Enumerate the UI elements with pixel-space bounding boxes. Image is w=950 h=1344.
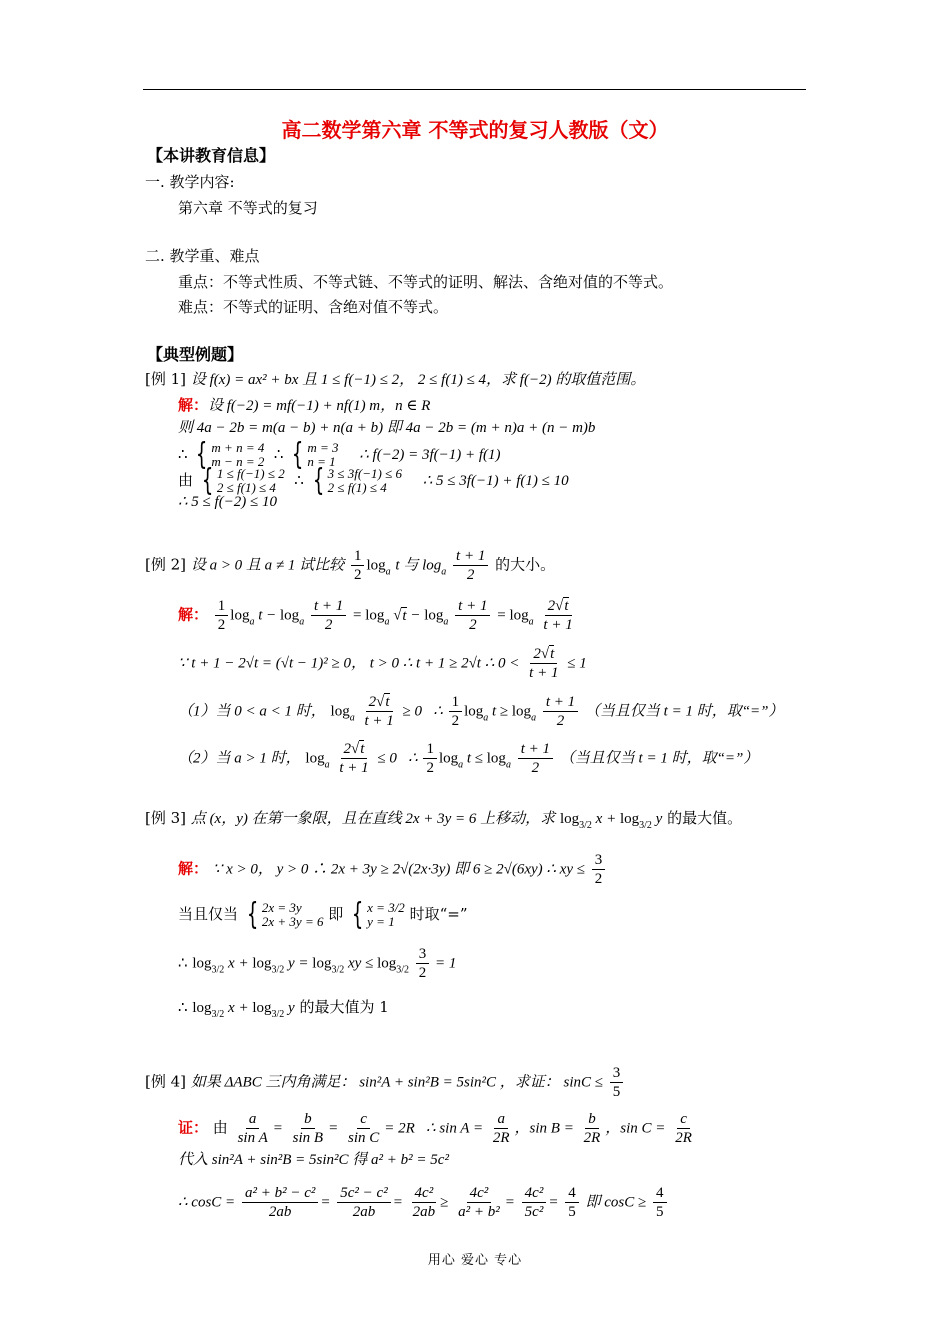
ex4-line3: ∴ cosC = $\frac{\text{a² + b² − c²}}{2ab}$ = $\frac{\text{5c² − c²}}{2ab}$ = $\frac{\text{4c²}}{2ab}$ ≥ $\frac{\text{4c²}}{\text{a² + b²}}$ = $\frac{\text{4c²}}{\text{5c²}}$ = $\frac{4}{5}$ 即 cosC ≥ $\frac{4}{5}$ [178,1184,669,1221]
examples-header: 【典型例题】 [147,345,244,364]
ex3-problem: [例 3] 点 (x，y) 在第一象限，且在直线 2x + 3y = 6 上移动，求 $\log_{3/2} x + \log_{3/2} y$ 的最大值。 [145,809,743,831]
sec2-heading: 二. 教学重、难点 [145,247,260,265]
ex1-label: [例 1] [145,370,187,388]
ex3-line2: 当且仅当 { 2x = 3y 2x + 3y = 6 即 { x = 3/2 y = 1 时取“=” [178,897,468,932]
ex1-line1 [178,395,430,416]
ex1-range-system: { 1 ≤ f(−1) ≤ 2 2 ≤ f(1) ≤ 4 [201,463,285,498]
sec1-body: 第六章 不等式的复习 [178,199,318,217]
ex3-solution-label: 解： [178,859,209,878]
ex2-solution-label: 解： [178,605,209,624]
ex2-line2-text: ∵ t + 1 − 2√t = (√t − 1)² ≥ 0， t > 0 ∴ t + 1 ≥ 2√t ∴ 0 < [178,655,520,672]
key-points: 重点：不等式性质、不等式链、不等式的证明、解法、含绝对值的不等式。 [178,273,674,291]
ex3-equality-system: { 2x = 3y 2x + 3y = 6 [246,897,324,932]
ex2-problem: [例 2] 设 a > 0 且 a ≠ 1 试比较 $\frac{1}{2}$ $\log_a t$ 与 $\log_a$ $\frac{t + 1}{2}$ 的大小。 [145,548,556,583]
ex4-line2: 代入 sin²A + sin²B = 5sin²C 得 a² + b² = 5c² [178,1152,449,1168]
ex1-problem-text: 设 f(x) = ax² + bx 且 1 ≤ f(−1) ≤ 2， 2 ≤ f(1) ≤ 4，求 f(−2) 的取值范围。 [190,372,646,388]
ex2-line1: 解： $\frac{1}{2}$ $\log_a t - \log_a$ $\frac{t + 1}{2}$ = $\log_a √t - \log_a$ $\frac{t + 1}{2}$ = $\log_a$ $\frac{2√t}{t + 1}$ [178,598,573,633]
ex1-solution-label: 解： [178,396,209,414]
ex2-case1: （1）当 0 < a < 1 时， $\log_a$ $\frac{2√t}{t + 1}$ ≥ 0 ∴ $\frac{1}{2}$ $\log_a t \ge \log_a$ $\frac{t + 1}{2}$ （当且仅当 t = 1 时，取“=”） [178,694,784,729]
ex3-line4: ∴ $\log_{3/2} x + \log_{3/2} y$ 的最大值为 1 [178,998,389,1020]
ex3-line1-text: ∵ x > 0， y > 0 ∴ 2x + 3y ≥ 2√(2x·3y) 即 6 ≥ 2√(6xy) ∴ xy ≤ [212,861,585,878]
ex1-result: ∴ 5 ≤ f(−2) ≤ 10 [178,494,278,510]
ex1-system-solved: { m = 3 n = 1 [292,437,339,472]
sec1-heading: 一. 教学内容: [145,173,235,191]
ex1-scaled-system: { 3 ≤ 3f(−1) ≤ 6 2 ≤ f(1) ≤ 4 [312,463,402,498]
difficult-points: 难点：不等式的证明、含绝对值不等式。 [178,298,449,316]
ex2-line2: ∵ t + 1 − 2√t = (√t − 1)² ≥ 0， t > 0 ∴ t + 1 ≥ 2√t ∴ 0 < $\frac{2√t}{t + 1}$ ≤ 1 [178,646,587,681]
ex3-conclusion: 的最大值为 1 [299,998,389,1016]
ex2-case1-text: （1）当 0 < a < 1 时， [178,703,326,720]
ex1-line2: 则 4a − 2b = m(a − b) + n(a + b) 即 4a − 2b = (m + n)a + (n − m)b [178,420,596,436]
ex1-line4-tail: ∴ 5 ≤ 3f(−1) + f(1) ≤ 10 [422,473,569,489]
ex4-line1: 证： 由 $\frac{a}{\text{sin A}}$ = $\frac{b}{\text{sin B}}$ = $\frac{c}{\text{sin C}}$ = 2R ∴ sin A = $\frac{a}{2R}$ ，sin B = $\frac{b}{2R}$ ，sin C = $\frac{c}{2R}$ [178,1111,692,1146]
ex3-solution-system: { x = 3/2 y = 1 [351,897,405,932]
page-footer: 用心 爱心 专心 [427,1253,523,1268]
ex3-line3: ∴ $\log_{3/2} x + \log_{3/2} y = \log_{3/2}$ xy ≤ $\log_{3/2}$ $\frac{3}{2}$ = 1 [178,946,457,981]
info-header: 【本讲教育信息】 [147,146,276,165]
ex2-case2-text: （2）当 a > 1 时， [178,750,301,767]
ex3-label: [例 3] [145,809,187,827]
ex1-system-mn: { m + n = 4 m − n = 2 [196,437,265,472]
ex1-problem [145,369,645,390]
header-rule [143,89,806,90]
ex1-line1-text: 设 f(−2) = mf(−1) + nf(1) m，n ∈ R [208,398,431,414]
ex1-line4: 由 { 1 ≤ f(−1) ≤ 2 2 ≤ f(1) ≤ 4 ∴ { 3 ≤ 3f(−1) ≤ 6 2 ≤ f(1) ≤ 4 ∴ 5 ≤ 3f(−1) + f(1) ≤ 10 [178,463,569,498]
ex2-label: [例 2] [145,555,187,574]
ex2-problem-text: 设 a > 0 且 a ≠ 1 试比较 [190,557,345,574]
ex4-problem: [例 4] 如果 ΔABC 三内角满足： sin²A + sin²B = 5sin²C ，求证： sinC ≤ $\frac{3}{5}$ [145,1064,625,1101]
ex4-proof-label: 证： [178,1118,209,1137]
ex4-label: [例 4] [145,1072,187,1091]
ex1-line3: ∴ { m + n = 4 m − n = 2 ∴ { m = 3 n = 1 ∴ f(−2) = 3f(−1) + f(1) [178,437,501,472]
page-title: 高二数学第六章 不等式的复习人教版（文） [281,118,669,142]
ex1-line3-tail: ∴ f(−2) = 3f(−1) + f(1) [359,447,501,463]
ex3-line1: 解： ∵ x > 0， y > 0 ∴ 2x + 3y ≥ 2√(2x·3y) 即 6 ≥ 2√(6xy) ∴ xy ≤ $\frac{3}{2}$ [178,851,607,888]
ex3-problem-text: 点 (x，y) 在第一象限，且在直线 2x + 3y = 6 上移动，求 [190,811,556,827]
ex4-problem-text: 如果 ΔABC 三内角满足： sin²A + sin²B = 5sin²C ，求证： sinC ≤ [190,1074,603,1091]
ex2-case2: （2）当 a > 1 时， $\log_a$ $\frac{2√t}{t + 1}$ ≤ 0 ∴ $\frac{1}{2}$ $\log_a t \le \log_a$ $\frac{t + 1}{2}$ （当且仅当 t = 1 时，取“=”） [178,741,759,776]
